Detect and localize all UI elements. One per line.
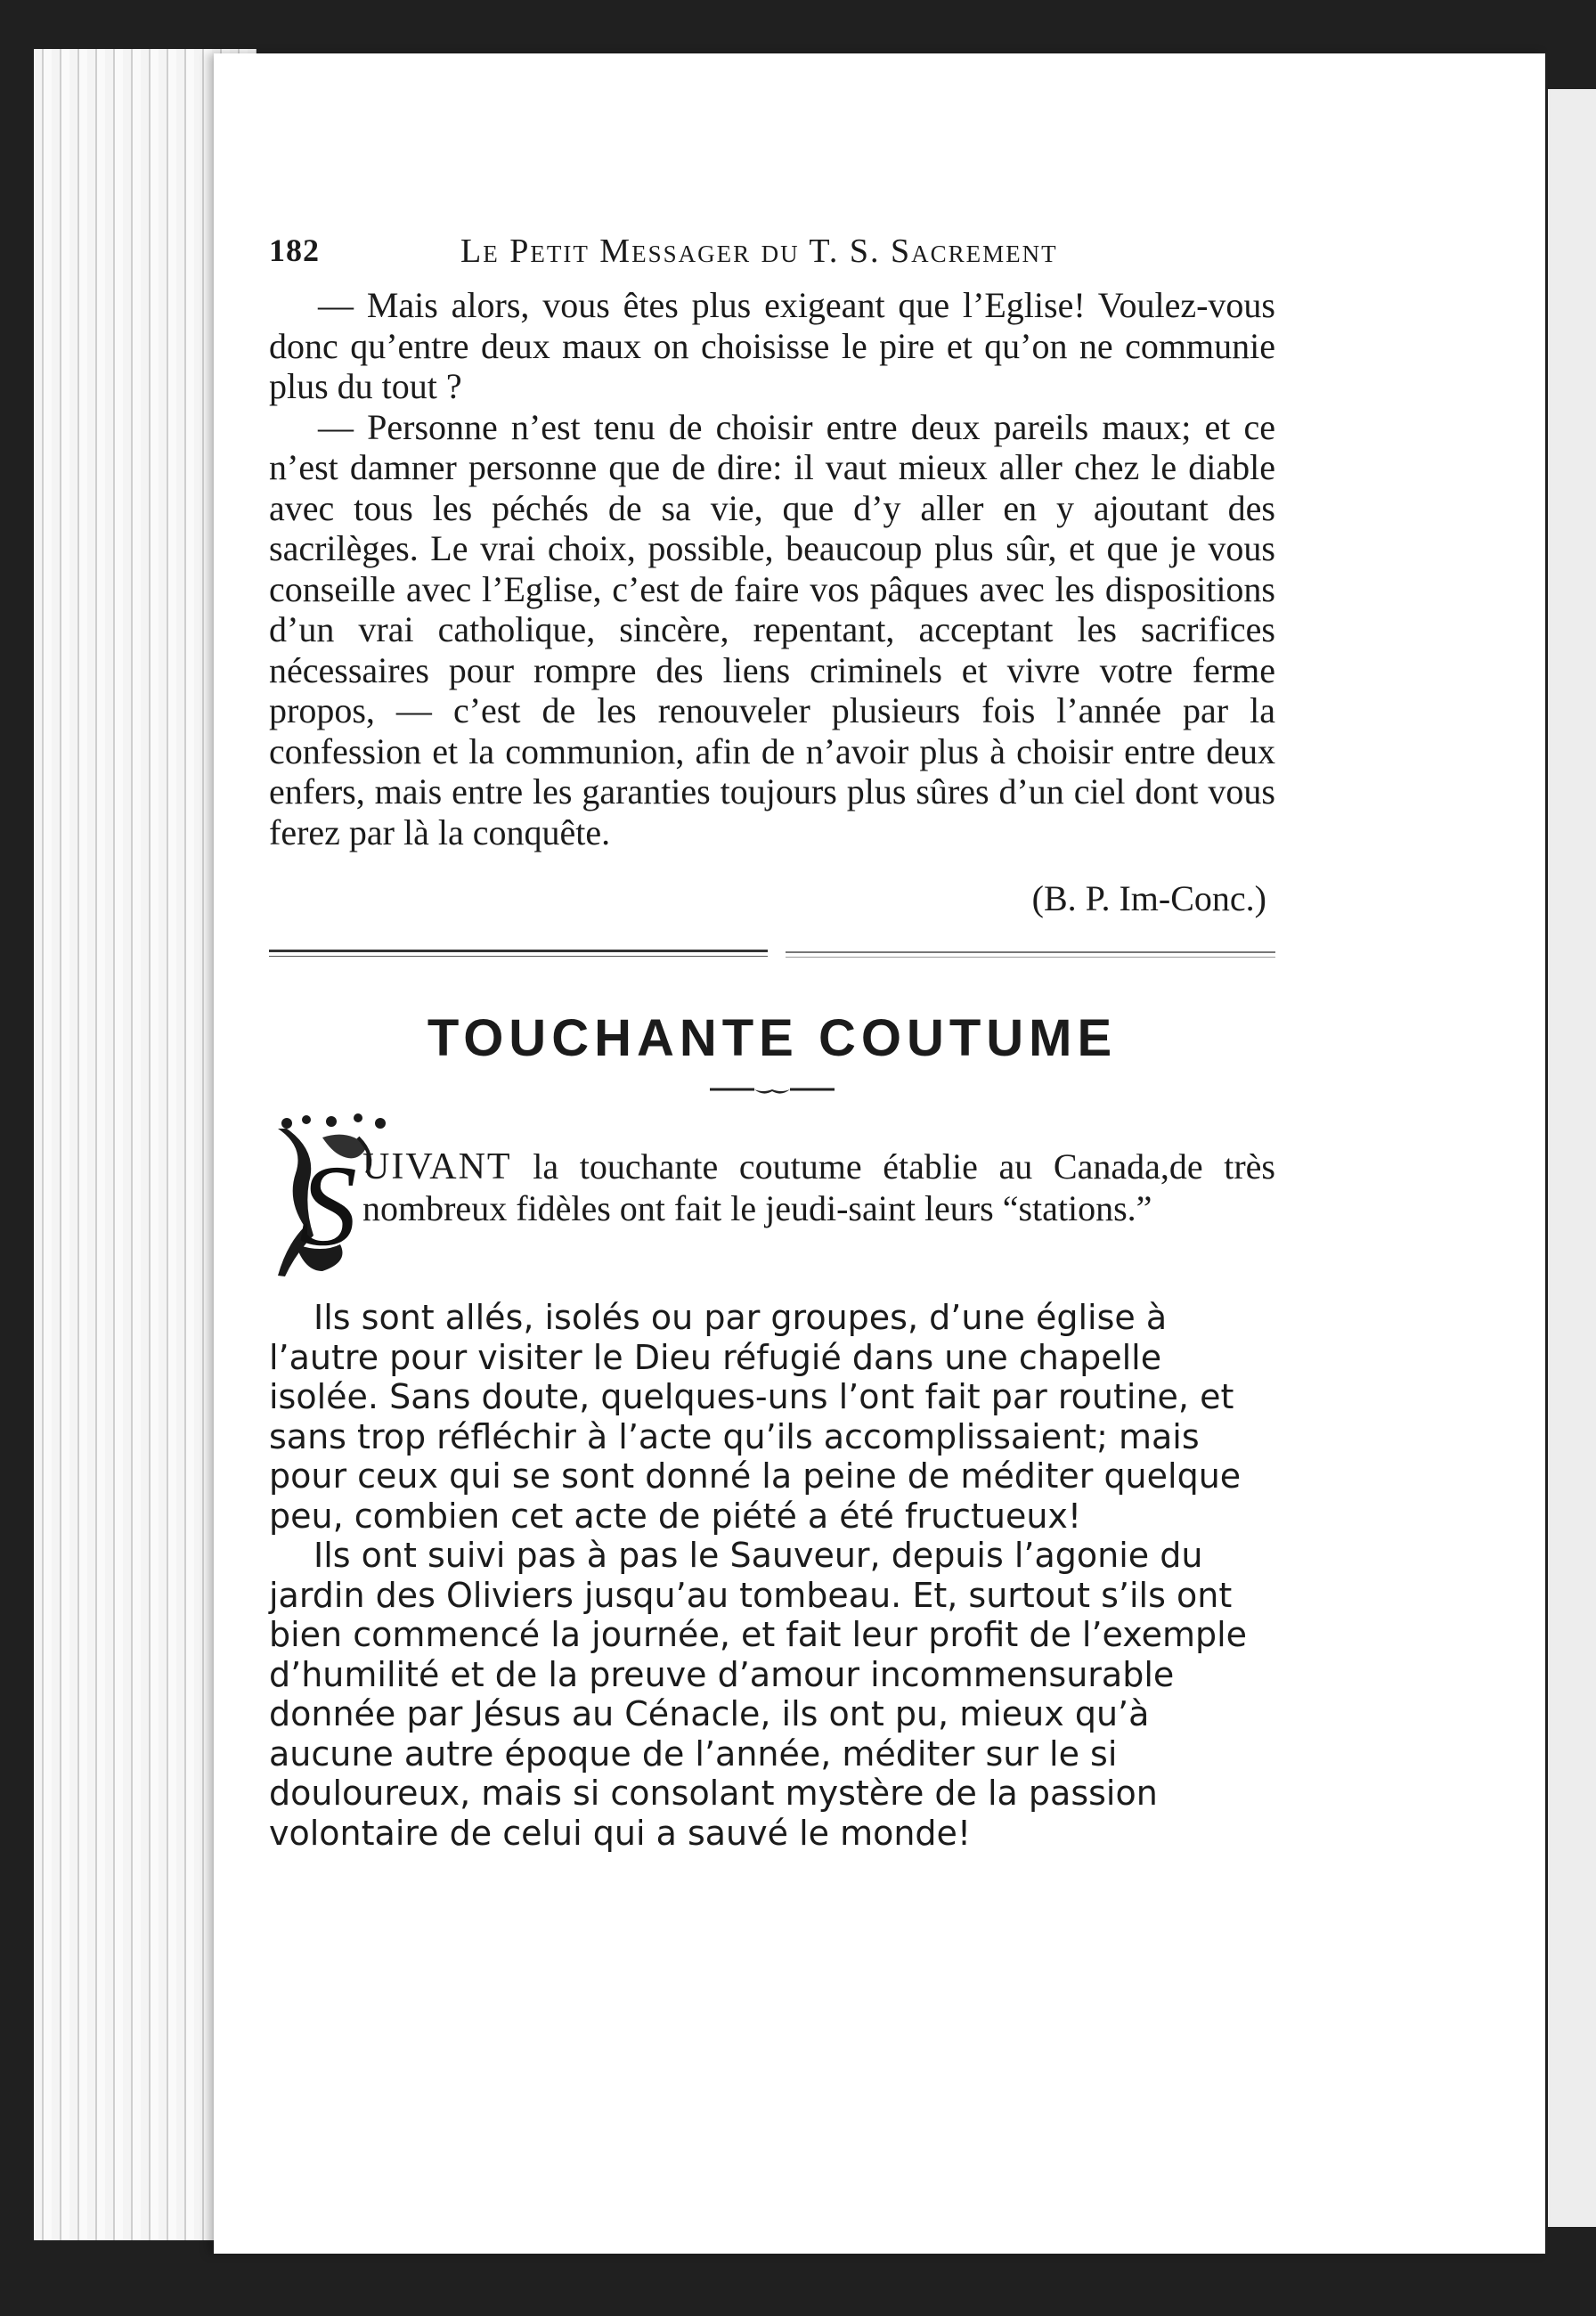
article-continuation xyxy=(269,285,1275,852)
dropcap-letter: S xyxy=(299,1142,357,1270)
page-number: 182 xyxy=(269,232,320,268)
title-ornament xyxy=(269,1081,1275,1107)
opening-rest: la touchante coutume établie au Canada,de très nombreux fidèles ont fait le jeudi-saint leurs “stations.” xyxy=(362,1146,1275,1228)
opening-text xyxy=(362,1111,1275,1228)
paragraph: — Mais alors, vous êtes plus exigeant que l’Eglise! Voulez-vous donc qu’entre deux maux on choisisse le pire et qu’on ne communie plus du tout ? xyxy=(269,285,1275,406)
paragraph: Ils sont allés, isolés ou par groupes, d’une église à l’autre pour visiter le Dieu réfugié dans une chapelle isolée. Sans doute, quelques-uns l’ont fait par routine, et sans trop réfléchir à l’acte qu’ils accomplissaient; mais pour ceux qui se sont donné la peine de méditer quelque peu, combien cet acte de piété a été fructueux! xyxy=(269,1298,1242,1536)
article-title: TOUCHANTE COUTUME xyxy=(427,1009,1118,1067)
page-content xyxy=(269,232,1275,1853)
attribution: (B. P. Im-Conc.) xyxy=(1031,878,1266,918)
section-divider-rule xyxy=(269,950,1275,958)
running-head xyxy=(269,232,1275,285)
article-body xyxy=(269,1298,1275,1853)
paragraph: — Personne n’est tenu de choisir entre deux pareils maux; et ce n’est damner personne que de dire: il vaut mieux aller chez le diable avec tous les péchés de sa vie, que d’y aller en y ajoutant des sacrilèges. Le vrai choix, possible, beaucoup plus sûr, et que je vous conseille avec l’Eglise, c’est de faire vos pâques avec les dispositions d’un vrai catholique, sincère, repentant, acceptant les sacrifices nécessaires pour rompre des liens criminels et vivre votre ferme propos, — c’est de les renouveler plusieurs fois l’année par la confession et la communion, afin de n’avoir plus à choisir entre deux enfers, mais entre les garanties toujours plus sûres d’un ciel dont vous ferez par là la conquête. xyxy=(269,406,1275,852)
journal-title: Le Petit Messager du T. S. Sacrement xyxy=(460,232,1058,270)
ornamental-dropcap xyxy=(269,1111,403,1280)
paragraph: Ils ont suivi pas à pas le Sauveur, depuis l’agonie du jardin des Oliviers jusqu’au tombeau. Et, surtout s’ils ont bien commencé la journée, et fait leur profit de l’exemple d’humilité et de la preuve d’amour incommensurable donnée par Jésus au Cénacle, ils ont pu, mieux qu’à aucune autre époque de l’année, méditer sur le si douloureux, mais si consolant mystère de la passion volontaire de celui qui a sauvé le monde! xyxy=(269,1536,1248,1853)
opening-smallcaps: UIVANT xyxy=(362,1146,512,1187)
facing-page-edge xyxy=(1548,89,1596,2227)
opening-paragraph xyxy=(269,1111,1275,1280)
